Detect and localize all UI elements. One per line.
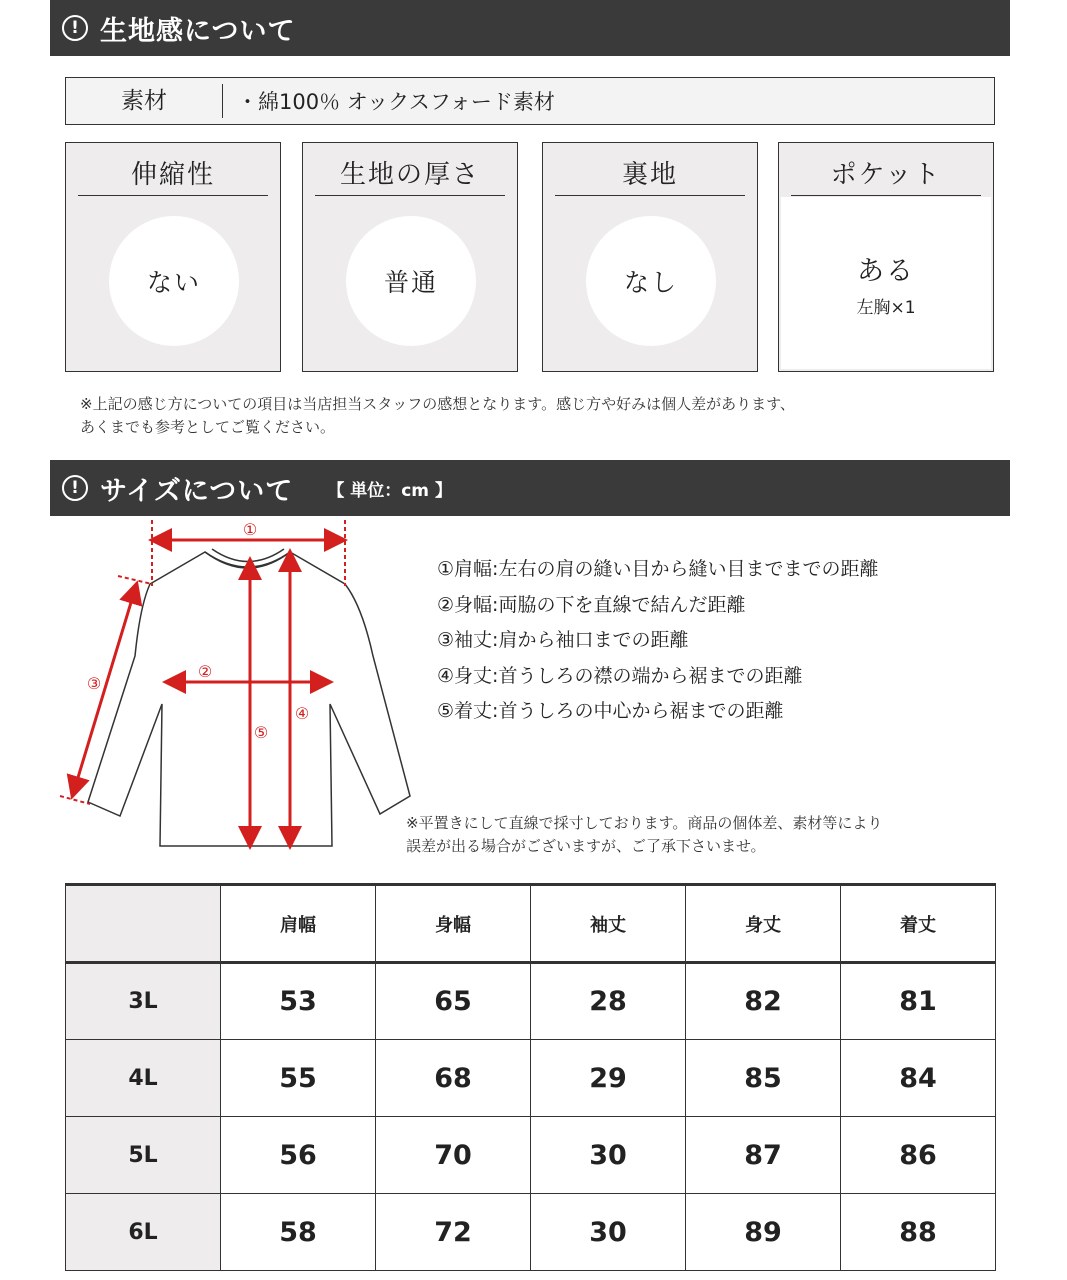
material-row: [65, 77, 995, 125]
table-cell: 87: [686, 1117, 841, 1194]
table-cell: 89: [686, 1194, 841, 1271]
thickness-value: 普通: [346, 216, 476, 346]
table-cell: 58: [221, 1194, 376, 1271]
measurement-row: [437, 659, 878, 695]
size-note: [406, 812, 882, 858]
measurement-definitions: [437, 552, 878, 730]
lining-title: 裏地: [555, 153, 745, 196]
stretch-value: ない: [109, 216, 239, 346]
fabric-section-header: [50, 0, 1010, 56]
header-sleeve: 袖丈: [531, 885, 686, 963]
table-cell: 72: [376, 1194, 531, 1271]
header-chest: 身幅: [376, 885, 531, 963]
table-cell: 29: [531, 1040, 686, 1117]
table-cell: 70: [376, 1117, 531, 1194]
fabric-section-title: 生地感について: [100, 15, 296, 47]
header-body-length: 身丈: [686, 885, 841, 963]
table-row: [66, 1194, 996, 1271]
stretch-title: 伸縮性: [78, 153, 268, 196]
size-label: 6L: [66, 1194, 221, 1271]
measurement-desc: :首うしろの襟の端から裾までの距離: [492, 664, 803, 687]
size-label: 5L: [66, 1117, 221, 1194]
table-cell: 53: [221, 963, 376, 1040]
size-section-header: [50, 460, 1010, 516]
table-cell: 88: [841, 1194, 996, 1271]
measurement-name: ⑤着丈: [437, 700, 493, 722]
shirt-measurement-diagram: [40, 516, 420, 856]
material-value: ・綿100％ オックスフォード素材: [237, 90, 555, 114]
header-corner: [66, 885, 221, 963]
table-cell: 85: [686, 1040, 841, 1117]
material-label: 素材: [66, 84, 223, 118]
table-row: [66, 1040, 996, 1117]
measurement-row: [437, 694, 878, 730]
size-note-line2: 誤差が出る場合がございますが、ご了承下さいませ。: [406, 837, 766, 855]
measurement-desc: :肩から袖口までの距離: [492, 629, 689, 651]
table-row: [66, 963, 996, 1040]
pocket-detail: 左胸×1: [856, 298, 916, 318]
table-header-row: [66, 885, 996, 963]
size-label: 3L: [66, 963, 221, 1040]
table-cell: 84: [841, 1040, 996, 1117]
header-shoulder: 肩幅: [221, 885, 376, 963]
size-table: [65, 883, 996, 1271]
measurement-desc: :両脇の下を直線で結んだ距離: [492, 593, 746, 616]
marker-1: ①: [242, 520, 258, 539]
table-cell: 68: [376, 1040, 531, 1117]
lining-card: [542, 142, 758, 372]
info-icon: !: [62, 475, 88, 501]
table-cell: 82: [686, 963, 841, 1040]
table-cell: 56: [221, 1117, 376, 1194]
measurement-name: ④身丈: [437, 664, 493, 687]
measurement-desc: :首うしろの中心から裾までの距離: [492, 700, 784, 722]
measurement-name: ①肩幅: [437, 558, 493, 580]
pocket-value: ある: [857, 256, 915, 287]
fabric-note: [80, 393, 795, 439]
thickness-card: [302, 142, 518, 372]
measurement-name: ②身幅: [437, 593, 493, 616]
pocket-card: [778, 142, 994, 372]
table-cell: 86: [841, 1117, 996, 1194]
table-cell: 30: [531, 1194, 686, 1271]
size-section-title: サイズについて: [100, 475, 294, 507]
fabric-note-line2: あくまでも参考としてご覧ください。: [80, 418, 336, 436]
measurement-row: [437, 552, 878, 588]
lining-value: なし: [586, 216, 716, 346]
fabric-note-line1: ※上記の感じ方についての項目は当店担当スタッフの感想となります。感じ方や好みは個人差があります、: [80, 395, 795, 413]
stretch-card: [65, 142, 281, 372]
unit-label: 【 単位：cm 】: [327, 480, 452, 501]
info-icon: !: [62, 15, 88, 41]
thickness-title: 生地の厚さ: [315, 153, 505, 196]
table-cell: 65: [376, 963, 531, 1040]
marker-2: ②: [197, 662, 213, 681]
header-total-length: 着丈: [841, 885, 996, 963]
measurement-row: [437, 588, 878, 624]
size-note-line1: ※平置きにして直線で採寸しております。商品の個体差、素材等により: [406, 814, 883, 832]
table-cell: 30: [531, 1117, 686, 1194]
table-cell: 81: [841, 963, 996, 1040]
pocket-title: ポケット: [791, 153, 981, 196]
table-cell: 55: [221, 1040, 376, 1117]
table-cell: 28: [531, 963, 686, 1040]
marker-4: ④: [294, 704, 310, 723]
table-row: [66, 1117, 996, 1194]
measurement-name: ③袖丈: [437, 629, 493, 651]
size-label: 4L: [66, 1040, 221, 1117]
marker-3: ③: [86, 674, 102, 693]
marker-5: ⑤: [253, 723, 269, 742]
measurement-row: [437, 623, 878, 659]
measurement-desc: :左右の肩の縫い目から縫い目までまでの距離: [492, 558, 879, 580]
